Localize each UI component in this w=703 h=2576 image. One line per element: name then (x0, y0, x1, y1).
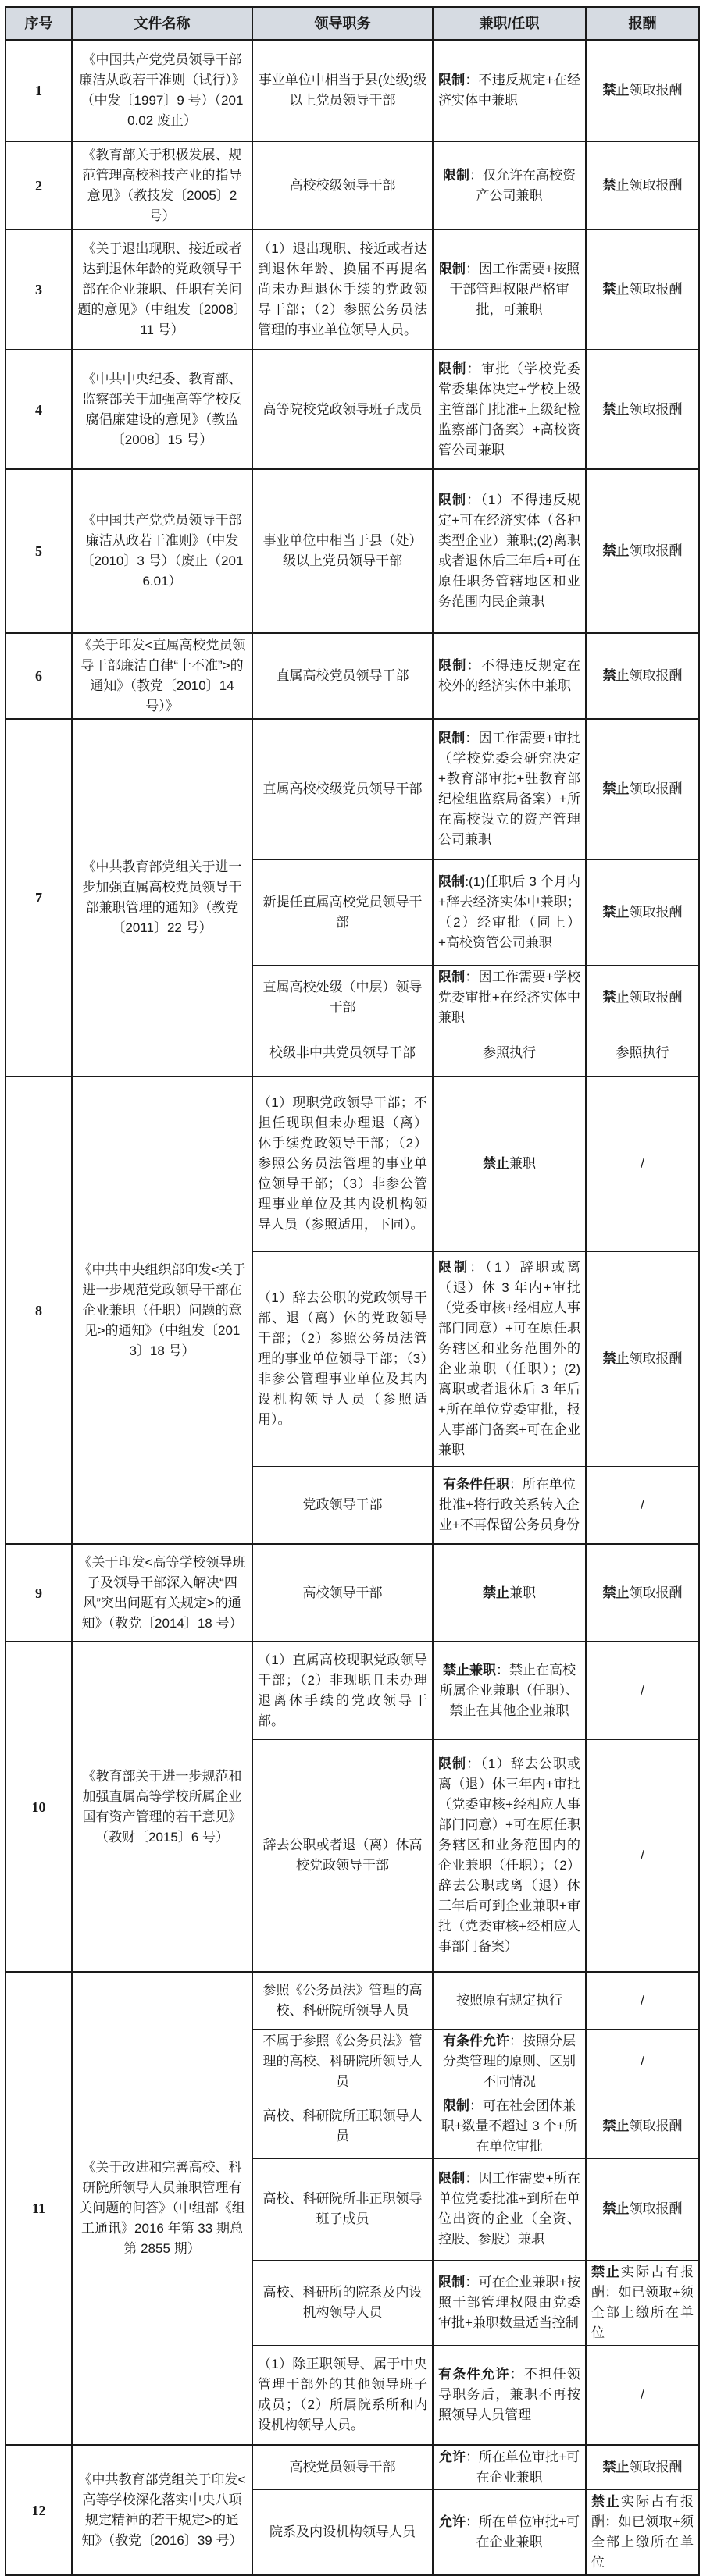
table-row (5, 141, 699, 229)
appointment-text: 兼职 (509, 1585, 536, 1600)
pay-text: / (641, 1496, 644, 1512)
pay-cell (586, 2445, 699, 2490)
pay-cell (586, 229, 699, 350)
role-cell: 高校党员领导干部 (252, 2445, 433, 2490)
appointment-text: ：（1）辞去公职或离（退）休三年内+审批（党委审核+经相应人事部门同意）+可在原任职务辖区和业务范围内的企业兼职（任职）；（2）辞去公职或离（退）休三年后可到企业兼职+审批（党委审核+经相应人事部门备案） (438, 1756, 580, 1954)
pay-text: 领取报酬 (629, 781, 683, 797)
pay-text: / (641, 2053, 644, 2069)
appointment-keyword: 限制 (438, 658, 467, 673)
role-cell: 高校、科研院所正职领导人员 (252, 2094, 433, 2158)
appointment-text: ：仅允许在高校资产公司兼职 (469, 167, 576, 203)
appointment-keyword: 允许 (439, 2514, 466, 2529)
table-row (5, 229, 699, 350)
appointment-keyword: 限制 (443, 167, 469, 183)
appointment-cell (433, 1030, 586, 1076)
pay-cell (586, 2094, 699, 2158)
appointment-text: 按照原有规定执行 (456, 1992, 562, 2008)
table-row (5, 1544, 699, 1642)
appointment-cell (433, 40, 586, 141)
appointment-text: ：所在单位批准+将行政关系转入企业+不再保留公务员身份 (439, 1476, 580, 1532)
appointment-text: ：（1）不得违反规定+可在经济实体（各种类型企业）兼职;(2)离职或者退休后三年后+可在原任职务管辖地区和业务范围内民企兼职 (438, 493, 580, 609)
appointment-cell (433, 859, 586, 965)
pay-cell (586, 2345, 699, 2445)
row-number: 5 (5, 469, 72, 633)
pay-cell (586, 1972, 699, 2029)
pay-keyword: 禁止 (602, 2201, 630, 2216)
col-header-no: 序号 (5, 7, 72, 40)
pay-cell (586, 859, 699, 965)
table-row (5, 1972, 699, 2029)
row-number: 4 (5, 350, 72, 469)
pay-keyword: 禁止 (602, 2118, 630, 2133)
row-number: 12 (5, 2445, 72, 2575)
appointment-keyword: 限制 (438, 2171, 466, 2186)
pay-cell (586, 2029, 699, 2094)
table-row (5, 719, 699, 859)
appointment-keyword: 限制 (439, 262, 466, 276)
pay-text: 领取报酬 (629, 1585, 683, 1600)
table-row (5, 1076, 699, 1251)
pay-cell (586, 1030, 699, 1076)
appointment-cell (433, 1251, 586, 1466)
pay-text: 实际占有报酬：如已领取+须全部上缴所在单位 (591, 2264, 694, 2340)
pay-text: 实际占有报酬：如已领取+须全部上缴所在单位 (591, 2494, 694, 2570)
appointment-cell (433, 2158, 586, 2260)
col-header-appointment: 兼职/任职 (433, 7, 586, 40)
row-number: 6 (5, 633, 72, 719)
appointment-text: ：禁止在高校所属企业兼职（任职）、禁止在其他企业兼职 (439, 1662, 580, 1718)
role-cell: 高校领导干部 (252, 1544, 433, 1642)
appointment-text: ：因工作需要+所在单位党委批准+到所在单位出资的企业（全资、控股、参股）兼职 (438, 2171, 580, 2247)
table-row (5, 350, 699, 469)
appointment-keyword: 限制 (438, 361, 467, 376)
pay-text: 领取报酬 (629, 904, 683, 920)
appointment-cell (433, 141, 586, 229)
pay-text: / (641, 1992, 644, 2008)
doc-name-cell: 《中国共产党党员领导干部廉洁从政若干准则》（中发〔2010〕3 号）（废止（2016.01） (72, 469, 252, 633)
doc-name-cell: 《关于退出现职、接近或者达到退休年龄的党政领导干部在企业兼职、任职有关问题的意见》（中组发〔2008〕11 号） (72, 229, 252, 350)
doc-name-cell: 《中共中央组织部印发<关于进一步规范党政领导干部在企业兼职（任职）问题的意见>的通知》（中组发〔2013〕18 号） (72, 1076, 252, 1544)
role-cell: 直属高校校级党员领导干部 (252, 719, 433, 859)
appointment-keyword: 禁止 (483, 1585, 509, 1600)
doc-name-cell: 《教育部关于积极发展、规范管理高校科技产业的指导意见》（教技发〔2005〕2 号） (72, 141, 252, 229)
doc-name-cell: 《关于改进和完善高校、科研院所领导人员兼职管理有关问题的问答》（中组部《组工通讯》2016 年第 33 期总第 2855 期） (72, 1972, 252, 2445)
pay-text: 领取报酬 (629, 2118, 683, 2133)
row-number: 1 (5, 40, 72, 141)
appointment-keyword: 限制 (438, 73, 466, 87)
appointment-keyword: 限制 (438, 1756, 467, 1771)
appointment-text: ：所在单位审批+可在企业兼职 (466, 2514, 580, 2549)
appointment-keyword: 限制 (438, 873, 466, 889)
appointment-cell (433, 469, 586, 633)
pay-cell (586, 350, 699, 469)
pay-cell (586, 965, 699, 1030)
pay-keyword: 禁止 (602, 668, 630, 683)
appointment-text: ：不得违反规定在校外的经济实体中兼职 (438, 658, 581, 693)
appointment-cell (433, 1076, 586, 1251)
role-cell: 高校、科研所的院系及内设机构领导人员 (252, 2260, 433, 2345)
appointment-cell (433, 350, 586, 469)
pay-cell (586, 1544, 699, 1642)
appointment-cell (433, 1544, 586, 1642)
role-cell: （1）现职党政领导干部；不担任现职但未办理退（离）休手续党政领导干部；（2）参照公务员法管理的事业单位领导干部；（3）非参公管理事业单位及其内设机构领导人员（参照适用，下同）。 (252, 1076, 433, 1251)
appointment-cell (433, 2490, 586, 2576)
pay-text: 领取报酬 (629, 401, 683, 417)
pay-keyword: 禁止 (591, 2494, 621, 2509)
role-cell: 院系及内设机构领导人员 (252, 2490, 433, 2576)
pay-cell (586, 2490, 699, 2576)
role-cell: （1）退出现职、接近或者达到退休年龄、换届不再提名尚未办理退休手续的党政领导干部；（2）参照公务员法管理的事业单位领导人员。 (252, 229, 433, 350)
pay-text: / (641, 1847, 644, 1863)
pay-cell (586, 1076, 699, 1251)
pay-text: 领取报酬 (629, 668, 683, 683)
table-row (5, 633, 699, 719)
appointment-text: ：因工作需要+按照干部管理权限严格审批，可兼职 (449, 262, 580, 317)
row-number: 9 (5, 1544, 72, 1642)
role-cell: 辞去公职或者退（离）休高校党政领导干部 (252, 1739, 433, 1972)
role-cell: 不属于参照《公务员法》管理的高校、科研院所领导人员 (252, 2029, 433, 2094)
pay-keyword: 禁止 (591, 2264, 621, 2279)
appointment-keyword: 限制 (438, 969, 466, 984)
regulations-table (5, 6, 700, 2576)
col-header-role: 领导职务 (252, 7, 433, 40)
pay-keyword: 禁止 (602, 282, 630, 297)
appointment-keyword: 允许 (439, 2450, 466, 2464)
role-cell: 校级非中共党员领导干部 (252, 1030, 433, 1076)
appointment-cell (433, 2260, 586, 2345)
doc-name-cell: 《中共中央纪委、教育部、监察部关于加强高等学校反腐倡廉建设的意见》（教监〔2008〕15 号） (72, 350, 252, 469)
pay-cell (586, 40, 699, 141)
appointment-text: :(1)任职后 3 个月内+辞去经济实体中兼职；（2）经审批（同上）+高校资管公司兼职 (438, 873, 581, 950)
role-cell: （1）直属高校现职党政领导干部；（2）非现职且未办理退离休手续的党政领导干部。 (252, 1642, 433, 1739)
pay-keyword: 禁止 (602, 2460, 630, 2475)
pay-text: 参照执行 (616, 1044, 669, 1060)
pay-keyword: 禁止 (602, 989, 630, 1005)
appointment-keyword: 限制 (443, 2097, 469, 2113)
pay-cell (586, 633, 699, 719)
appointment-cell (433, 965, 586, 1030)
role-cell: 高校校级领导干部 (252, 141, 433, 229)
col-header-pay: 报酬 (586, 7, 699, 40)
role-cell: 直属高校处级（中层）领导干部 (252, 965, 433, 1030)
pay-cell (586, 469, 699, 633)
pay-keyword: 禁止 (602, 1350, 630, 1366)
appointment-text: 参照执行 (483, 1044, 536, 1060)
pay-text: 领取报酬 (629, 989, 683, 1005)
pay-text: 领取报酬 (629, 1350, 683, 1366)
appointment-cell (433, 1466, 586, 1544)
appointment-cell (433, 229, 586, 350)
col-header-doc: 文件名称 (72, 7, 252, 40)
appointment-text: ：不违反规定+在经济实体中兼职 (438, 73, 580, 108)
appointment-text: ：可在社会团体兼职+数量不超过 3 个+所在单位审批 (441, 2097, 578, 2154)
doc-name-cell: 《关于印发<高等学校领导班子及领导干部深入解决“四风”突出问题有关规定>的通知》（教党〔2014〕18 号） (72, 1544, 252, 1642)
appointment-cell (433, 2029, 586, 2094)
role-cell: 高校、科研院所非正职领导班子成员 (252, 2158, 433, 2260)
pay-cell (586, 719, 699, 859)
appointment-text: ：不担任领导职务后，兼职不再按照领导人员管理 (438, 2366, 581, 2422)
appointment-cell (433, 2445, 586, 2490)
pay-text: / (641, 1682, 644, 1698)
pay-cell (586, 1466, 699, 1544)
doc-name-cell: 《关于印发<直属高校党员领导干部廉洁自律“十不准”>的通知》（教党〔2010〕14 号）》 (72, 633, 252, 719)
appointment-text: 兼职 (509, 1156, 536, 1172)
table-row (5, 469, 699, 633)
table-row (5, 1642, 699, 1739)
row-number: 2 (5, 141, 72, 229)
appointment-keyword: 禁止 (483, 1156, 509, 1172)
pay-cell (586, 1739, 699, 1972)
appointment-keyword: 限制 (438, 731, 466, 746)
role-cell: 新提任直属高校党员领导干部 (252, 859, 433, 965)
pay-text: / (641, 2386, 644, 2402)
pay-cell (586, 1642, 699, 1739)
pay-text: 领取报酬 (629, 83, 683, 98)
pay-keyword: 禁止 (602, 83, 630, 98)
pay-cell (586, 2158, 699, 2260)
pay-keyword: 禁止 (602, 904, 630, 920)
pay-keyword: 禁止 (602, 401, 630, 417)
row-number: 8 (5, 1076, 72, 1544)
doc-name-cell: 《中共教育部党组关于印发<高等学校深化落实中央八项规定精神的若干规定>的通知》（教党〔2016〕39 号） (72, 2445, 252, 2575)
row-number: 3 (5, 229, 72, 350)
pay-keyword: 禁止 (602, 781, 630, 797)
pay-keyword: 禁止 (602, 177, 630, 193)
role-cell: （1）辞去公职的党政领导干部、退（离）休的党政领导干部；（2）参照公务员法管理的事业单位领导干部；（3）非参公管理事业单位及其内设机构领导人员（参照适用）。 (252, 1251, 433, 1466)
pay-text: 领取报酬 (629, 177, 683, 193)
appointment-cell (433, 2345, 586, 2445)
appointment-text: ：因工作需要+学校党委审批+在经济实体中兼职 (438, 969, 580, 1025)
appointment-cell (433, 1972, 586, 2029)
role-cell: 党政领导干部 (252, 1466, 433, 1544)
pay-text: 领取报酬 (629, 2201, 683, 2216)
pay-text: / (641, 1156, 644, 1172)
doc-name-cell: 《中共教育部党组关于进一步加强直属高校党员领导干部兼职管理的通知》（教党〔2011〕22 号） (72, 719, 252, 1076)
role-cell: 事业单位中相当于县（处）级以上党员领导干部 (252, 469, 433, 633)
appointment-keyword: 有条件任职 (443, 1476, 509, 1492)
appointment-keyword: 有条件允许 (443, 2033, 509, 2048)
appointment-keyword: 限制 (438, 1259, 470, 1275)
appointment-cell (433, 719, 586, 859)
appointment-text: ：可在企业兼职+按照干部管理权限由党委审批+兼职数量适当控制 (438, 2274, 580, 2330)
role-cell: （1）除正职领导、属于中央管理干部外的其他领导班子成员；（2）所属院系所和内设机构领导人员。 (252, 2345, 433, 2445)
appointment-cell (433, 633, 586, 719)
pay-keyword: 禁止 (602, 543, 630, 558)
pay-cell (586, 141, 699, 229)
row-number: 10 (5, 1642, 72, 1972)
appointment-text: ：（1）辞职或离（退）休 3 年内+审批（党委审核+经相应人事部门同意）+可在原任职务辖区和业务范围外的企业兼职（任职）；(2)离职或者退休后 3 年后+所在单位党委审批，报人事部门备案+可在企业兼职 (438, 1259, 580, 1457)
appointment-cell (433, 1642, 586, 1739)
role-cell: 事业单位中相当于县(处级)级以上党员领导干部 (252, 40, 433, 141)
header-row (5, 7, 699, 40)
role-cell: 高等院校党政领导班子成员 (252, 350, 433, 469)
pay-cell (586, 1251, 699, 1466)
appointment-keyword: 禁止兼职 (443, 1662, 496, 1678)
row-number: 7 (5, 719, 72, 1076)
pay-text: 领取报酬 (629, 2460, 683, 2475)
appointment-keyword: 限制 (438, 2274, 466, 2290)
appointment-keyword: 有条件允许 (438, 2366, 510, 2382)
appointment-cell (433, 2094, 586, 2158)
appointment-text: ：审批（学校党委常委集体决定+学校上级主管部门批准+上级纪检监察部门备案）+高校资管公司兼职 (438, 361, 581, 457)
table-row (5, 40, 699, 141)
appointment-text: ：按照分层分类管理的原则、区别不同情况 (443, 2033, 576, 2089)
row-number: 11 (5, 1972, 72, 2445)
pay-keyword: 禁止 (602, 1585, 630, 1600)
pay-text: 领取报酬 (629, 282, 683, 297)
pay-text: 领取报酬 (629, 543, 683, 558)
appointment-text: ：因工作需要+审批（学校党委会研究决定+教育部审批+驻教育部纪检组监察局备案）+所在高校设立的资产管理公司兼职 (438, 731, 580, 848)
appointment-text: ：所在单位审批+可在企业兼职 (466, 2450, 580, 2485)
pay-cell (586, 2260, 699, 2345)
role-cell: 直属高校党员领导干部 (252, 633, 433, 719)
table-row (5, 2445, 699, 2490)
doc-name-cell: 《教育部关于进一步规范和加强直属高等学校所属企业国有资产管理的若干意见》（教财〔2015〕6 号） (72, 1642, 252, 1972)
role-cell: 参照《公务员法》管理的高校、科研院所领导人员 (252, 1972, 433, 2029)
appointment-cell (433, 1739, 586, 1972)
appointment-keyword: 限制 (438, 493, 467, 507)
doc-name-cell: 《中国共产党党员领导干部廉洁从政若干准则（试行）》（中发〔1997〕9 号）（2010.02 废止） (72, 40, 252, 141)
